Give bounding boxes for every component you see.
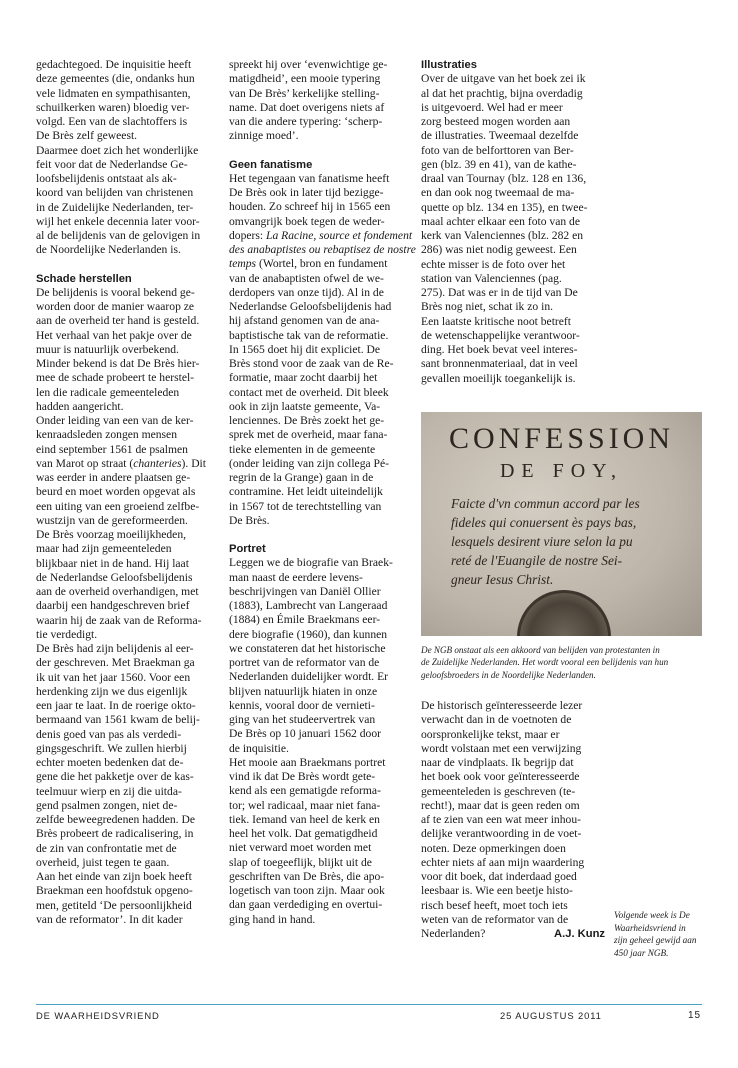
text-line: Minder bekend is dat De Brès hier- [36,357,200,370]
text-line: risch besef heeft, moet toch iets [421,898,568,912]
text-line: baptistische tak van de reformatie. [229,328,389,342]
text-line: draal van Tournay (blz. 128 en 136, [421,172,587,185]
text-line: kennis, vooral door de vernieti- [229,698,375,712]
text-line: spreekt hij over ‘evenwichtige ge- [229,58,388,71]
text-line: het boek ook voor geïnteresseerde [421,770,580,784]
col3-body-a [421,72,611,386]
text-line: overheid, juist tegen te gaan. [36,855,170,869]
text-line: De Brès zelf geweest. [36,129,138,143]
text-line: oorspronkelijke tekst, maar er [421,727,560,741]
text-line: waarin hij de zaak van de Reforma- [36,613,202,627]
text-line: gedachtegoed. De inquisitie heeft [36,58,192,71]
text-line: Volgende week is De [614,910,690,920]
text-line: geschriften van De Brès, die apo- [229,869,385,883]
text-line: reté de l'Euangile de nostre Sei- [451,553,623,568]
text-line: De historisch geïnteresseerde lezer [421,699,583,712]
confession-de-foy-title-page-image [421,412,702,636]
text-line: zelfde beweegredenen hadden. De [36,813,196,826]
text-line: Braekman een hoofdstuk opgeno- [36,884,193,898]
text-line: volgd. Een van de slachtoffers is [36,115,188,128]
text-line: dan gaan verdediging en overtui- [229,898,383,912]
text-line: we constateren dat het historische [229,641,386,655]
text-line: van de anabaptisten ofwel de we- [229,271,384,285]
text-line: contramine. Het leidt uiteindelijk [229,485,383,499]
text-line: in 1567 tot de terechtstelling van [229,499,382,513]
text-line: gend psalmen zongen, niet de- [36,798,178,812]
col2-body1-a [229,172,411,229]
text-line: houden. Zo schreef hij in 1565 een [229,200,391,214]
text-line: worden door de manier waarop ze [36,300,195,313]
text-line: tie verdedigt. [36,627,98,641]
col2-book-title-line-1: dopers: La Racine, source et fondement [229,228,413,242]
text-line: niet verward moet worden met [229,841,372,855]
footer-divider [36,1004,702,1005]
text-line: hij afstand genomen van de ana- [229,314,380,328]
text-line: de illustraties. Tweemaal dezelfde [421,129,579,143]
text-line: Het tegengaan van fanatisme heeft [229,171,390,185]
text-line: gemeenteleden is geschreven (te- [421,784,576,798]
text-line: (1883), Lambrecht van Langeraad [229,599,388,612]
text-line: ik uit van het jaar 1560. Voor een [36,670,191,684]
text-line: (onder leiding van zijn collega Pé- [229,456,390,470]
text-line: eind september 1561 de psalmen [36,442,188,456]
col2-book-title-line-2: des anabaptistes ou rebaptisez de nostre [229,243,416,256]
text-line: regrin de la Grange) gaan in de [229,471,374,484]
text-line: schuilkerken waren) bloedig ver- [36,100,190,114]
text-line: De Brès ook in later tijd bezigge- [229,186,384,199]
text-line: teelmuur wierp en zij die uitda- [36,784,182,798]
footer-date: 25 AUGUSTUS 2011 [500,1010,602,1021]
col2-intro [229,58,411,144]
section-heading-geen-fanatisme: Geen fanatisme [229,158,313,171]
text-line: 450 jaar NGB. [614,947,669,958]
author-byline: A.J. Kunz [554,928,605,940]
footer-publication-name: DE WAARHEIDSVRIEND [36,1010,160,1021]
col1-intro [36,58,220,258]
col2-body2 [229,556,411,927]
text-line: feit voor dat de Nederlandse Ge- [36,157,188,171]
next-week-note [614,909,708,959]
text-line: sant bronnenmateriaal, dat in veel [421,357,578,371]
text-line: gingsgeschrift. We zullen hierbij [36,741,187,755]
text-line: blijven natuurlijk hiaten in onze [229,684,378,698]
text-line: vele lidmaten en sympathisanten, [36,86,191,100]
col3-body-b [421,699,611,927]
text-line: wustzijn van de gereformeerden. [36,513,188,527]
text-line: De Brès. [229,513,270,527]
text-line: contact met de overheid. Dit bleek [229,385,389,399]
text-line: dere biografie (1960), dan kunnen [229,627,388,641]
text-line: De Brès had zijn belijdenis al eer- [36,642,194,655]
col3-last-line: Nederlanden? A.J. Kunz [421,927,605,940]
text-line: 286) was niet nodig geweest. Een [421,243,577,257]
text-line: hadden aangericht. [36,399,124,413]
text-line: een uiting van een groeiend zelfbe- [36,499,200,513]
text-line: foto van de belforttoren van Ber- [421,143,574,157]
text-line: 275). Dat was er in de tijd van De [421,286,578,299]
text-line: derdopers van onze tijd). Al in de [229,285,384,299]
page-number: 15 [688,1010,701,1021]
text-line: deze gemeentes (die, ondanks hun [36,72,195,86]
text-line: zorg besteed mogen worden aan [421,115,571,128]
text-line: naar de vindplaats. Ik begrijp dat [421,756,574,769]
text-line: Brès stond voor de zaak van de Re- [229,357,394,370]
text-line: tiek. Iemand van heel de kerk en [229,812,380,826]
col1-body-b [36,471,220,927]
text-line: mee de schade probeert te herstel- [36,371,195,385]
text-line: ding. Het boek bevat veel interes- [421,343,578,356]
text-line: Over de uitgave van het boek zei ik [421,72,586,86]
printer-seal-emblem [517,590,611,636]
text-line: herdenking zijn we dus eigenlijk [36,684,188,698]
text-line: denis goed van pas als verdedi- [36,727,182,741]
text-line: al dat het prachtig, bijna overdadig [421,86,583,100]
text-line: verwacht dan in de voetnoten de [421,713,572,727]
text-line: kenraadsleden zongen mensen [36,428,177,442]
text-line: vind ik dat De Brès wordt gete- [229,770,376,783]
text-line: en dan ook nog tweemaal de ma- [421,186,575,200]
text-line: Waarheidsvriend in [614,922,686,933]
text-line: station van Valenciennes (pag. [421,271,562,285]
text-line: Brès probeert de radicalisering, in [36,827,194,841]
image-subtitle-text: DE FOY, [499,460,624,482]
text-line: blijkbaar niet in de hand. Hij laat [36,556,189,570]
text-line: portret van de reformator van de [229,656,380,669]
text-line: voor dit boek, dat inderdaad goed [421,870,577,883]
text-line: gene die het pakketje over de kas- [36,770,194,784]
col1-body-a [36,286,220,457]
text-line: de wetenschappelijke verantwoor- [421,328,580,342]
text-line: lenciennes. De Brès zoekt het ge- [229,414,385,427]
text-line: tieke elementen in de gemeente [229,442,376,456]
text-line: echter moeten bedenken dat de- [36,756,184,769]
text-line: name. Dat doet overigens niets af [229,100,385,114]
text-line: De Brès op 10 januari 1562 door [229,727,381,741]
text-line: de Nederlandse Geloofsbelijdenis [36,570,193,584]
text-line: noten. Deze opmerkingen doen [421,841,566,855]
text-line: omvangrijk boek tegen de weder- [229,214,385,228]
image-italic-text [451,494,691,589]
text-line: de zin van confrontatie met de [36,841,177,855]
text-line: van die andere typering: ‘scherp- [229,115,383,128]
text-line: (1884) en Émile Braekmans eer- [229,613,381,627]
col2-body1-b [229,272,411,529]
text-line: is uitgevoerd. Wel had er meer [421,100,563,114]
text-line: leesbaar is. Wie een beetje histo- [421,884,573,898]
text-line: maal achter elkaar een foto van de [421,214,581,228]
text-line: delijke verantwoording in de voet- [421,827,582,841]
text-line: de Zuidelijke Nederlanden. Het wordt vooral een belijdenis van hun [421,657,669,668]
text-line: echte misser is de foto over het [421,257,566,271]
text-line: Brès nog niet, schat ik zo in. [421,300,554,314]
article-column-3-continued [421,699,611,941]
article-column-2 [229,58,416,927]
text-line: gneur Iesus Christ. [451,572,554,587]
text-line: Onder leiding van een van de ker- [36,414,194,427]
text-line: kerk van Valenciennes (blz. 282 en [421,229,584,242]
text-line: Daarmee doet zich het wonderlijke [36,143,199,157]
text-line: recht!), maar dat is geen reden om [421,798,580,812]
text-line: len die radicale gemeenteleden [36,385,180,399]
text-line: De Brès voorzag moeilijkheden, [36,528,187,541]
text-line: bermaand van 1561 kwam de belij- [36,713,200,727]
text-line: Nederlandse Geloofsbelijdenis had [229,300,392,313]
text-line: heel het volk. Dat gematigdheid [229,827,378,840]
text-line: kend als een gematigde reforma- [229,784,381,798]
text-line: sprek met de overheid, maar fana- [229,428,388,442]
text-line: wijl het enkele decennia later voor- [36,214,200,228]
text-line: In 1565 doet hij dit expliciet. De [229,342,381,356]
text-line: logetisch van toon zijn. Maar ook [229,884,385,897]
text-line: echter niets af aan mijn waardering [421,855,585,869]
text-line: loofsbelijdenis ontstaat als ak- [36,172,177,185]
section-heading-portret: Portret [229,543,266,555]
col1-chanteries-line: van Marot op straat (chanteries). Dit [36,456,207,470]
text-line: al de belijdenis van de gelovigen in [36,229,201,242]
text-line: aan de overheid overhandigen, met [36,585,199,598]
text-line: beschrijvingen van Daniël Ollier [229,584,381,598]
text-line: tor; wel radicaal, maar niet fana- [229,798,381,812]
section-heading-illustraties: Illustraties [421,59,477,71]
text-line: wordt volstaan met een verwijzing [421,741,582,755]
text-line: gen (blz. 39 en 41), van de kathe- [421,157,577,171]
text-line: beurd en moet worden opgevat als [36,485,196,499]
text-line: der geschreven. Met Braekman ga [36,656,195,670]
text-line: De belijdenis is vooral bekend ge- [36,285,195,299]
text-line: Een laatste kritische noot betreft [421,314,572,328]
text-line: van de reformator’. In dit kader [36,912,183,926]
text-line: ging van het studeervertrek van [229,713,376,726]
text-line: van De Brès’ kerkelijke stelling- [229,86,380,100]
text-line: slap of toegeeflijk, blijkt uit de [229,855,372,869]
text-line: zijn geheel gewijd aan [614,935,697,946]
text-line: quette op blz. 134 en 135), en twee- [421,200,588,214]
text-line: een jaar te laat. In de roerige okto- [36,699,196,712]
text-line: fideles qui conuersent ès pays bas, [451,515,637,530]
text-line: Aan het einde van zijn boek heeft [36,870,192,883]
text-line: De NGB onstaat als een akkoord van belijden van protestanten in [421,645,660,655]
text-line: maar had zijn gemeenteleden [36,542,172,556]
text-line: de Noordelijke Nederlanden is. [36,243,181,257]
text-line: weten van de reformator van de [421,912,569,926]
text-line: geloofsbroeders in de Noordelijke Nederlanden. [421,669,596,680]
article-column-1 [36,58,220,927]
text-line: Het mooie aan Braekmans portret [229,755,386,769]
text-line: zinnige moed’. [229,129,299,143]
text-line: gevallen moeilijk toegankelijk is. [421,371,576,385]
text-line: koord van belijden van christenen [36,186,194,200]
text-line: Leggen we de biografie van Braek- [229,556,393,570]
image-title-text: CONFESSION [448,422,675,455]
text-line: de inquisitie. [229,741,289,755]
text-line: man naast de eerdere levens- [229,570,363,584]
text-line: men, getiteld ‘De persoonlijkheid [36,898,192,912]
text-line: muur is natuurlijk overbekend. [36,342,179,356]
image-caption [421,644,711,681]
text-line: Nederlanden duidelijker wordt. Er [229,670,389,684]
article-column-3 [421,58,611,386]
text-line: in de Zuidelijke Nederlanden, ter- [36,200,194,214]
text-line: matigdheid’, een mooie typering [229,72,381,86]
text-line: ook in zijn laatste gemeente, Va- [229,399,381,413]
text-line: daarbij een handgeschreven brief [36,599,190,613]
col2-book-title-line-3: temps (Wortel, bron en fundament [229,257,388,271]
text-line: was eerder in andere plaatsen ge- [36,471,191,484]
text-line: Faicte d'vn commun accord par les [451,496,640,511]
text-line: ging hand in hand. [229,912,316,926]
text-line: formatie, maar zocht daarbij het [229,371,378,385]
section-heading-schade-herstellen: Schade herstellen [36,272,132,285]
text-line: af te zien van een wat meer inhou- [421,813,581,826]
text-line: lesquels desirent viure selon la pu [451,534,633,549]
text-line: aan de overheid ter hand is gesteld. [36,314,200,328]
text-line: Het verhaal van het pakje over de [36,328,192,342]
